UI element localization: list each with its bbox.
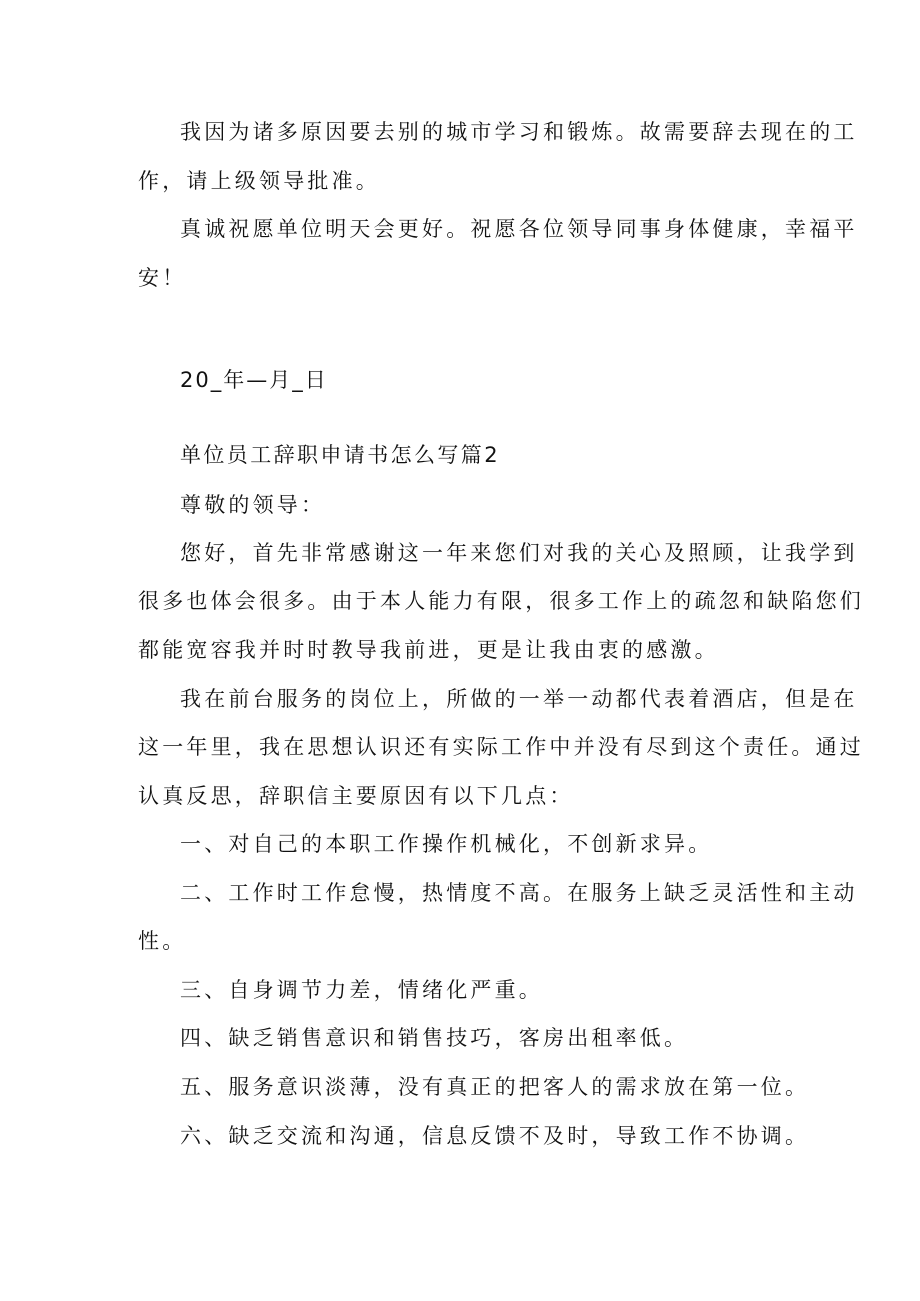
paragraph-line: 认真反思，辞职信主要原因有以下几点： <box>138 784 574 808</box>
list-item: 三、自身调节力差，情绪化严重。 <box>180 978 543 1002</box>
paragraph-line: 都能宽容我并时时教导我前进，更是让我由衷的感激。 <box>138 638 719 662</box>
list-item: 四、缺乏销售意识和销售技巧，客房出租率低。 <box>180 1026 689 1050</box>
list-item: 六、缺乏交流和沟通，信息反馈不及时，导致工作不协调。 <box>180 1124 810 1148</box>
paragraph-line: 作，请上级领导批准。 <box>138 169 380 193</box>
paragraph-line: 这一年里，我在思想认识还有实际工作中并没有尽到这个责任。通过 <box>138 735 864 759</box>
section-title: 单位员工辞职申请书怎么写篇2 <box>180 443 500 467</box>
list-item: 二、工作时工作怠慢，热情度不高。在服务上缺乏灵活性和主动 <box>180 881 858 905</box>
date-line: 20_年—月_日 <box>180 368 328 392</box>
list-item-continuation: 性。 <box>138 929 187 953</box>
paragraph-line: 我在前台服务的岗位上，所做的一举一动都代表着酒店，但是在 <box>180 687 858 711</box>
salutation: 尊敬的领导： <box>180 493 326 517</box>
paragraph-line: 我因为诸多原因要去别的城市学习和锻炼。故需要辞去现在的工 <box>180 120 858 144</box>
paragraph-line: 很多也体会很多。由于本人能力有限，很多工作上的疏忽和缺陷您们 <box>138 589 864 613</box>
paragraph-line: 安！ <box>138 266 187 290</box>
list-item: 一、对自己的本职工作操作机械化，不创新求异。 <box>180 832 713 856</box>
paragraph-line: 您好，首先非常感谢这一年来您们对我的关心及照顾，让我学到 <box>180 541 858 565</box>
list-item: 五、服务意识淡薄，没有真正的把客人的需求放在第一位。 <box>180 1075 810 1099</box>
paragraph-line: 真诚祝愿单位明天会更好。祝愿各位领导同事身体健康，幸福平 <box>180 217 858 241</box>
